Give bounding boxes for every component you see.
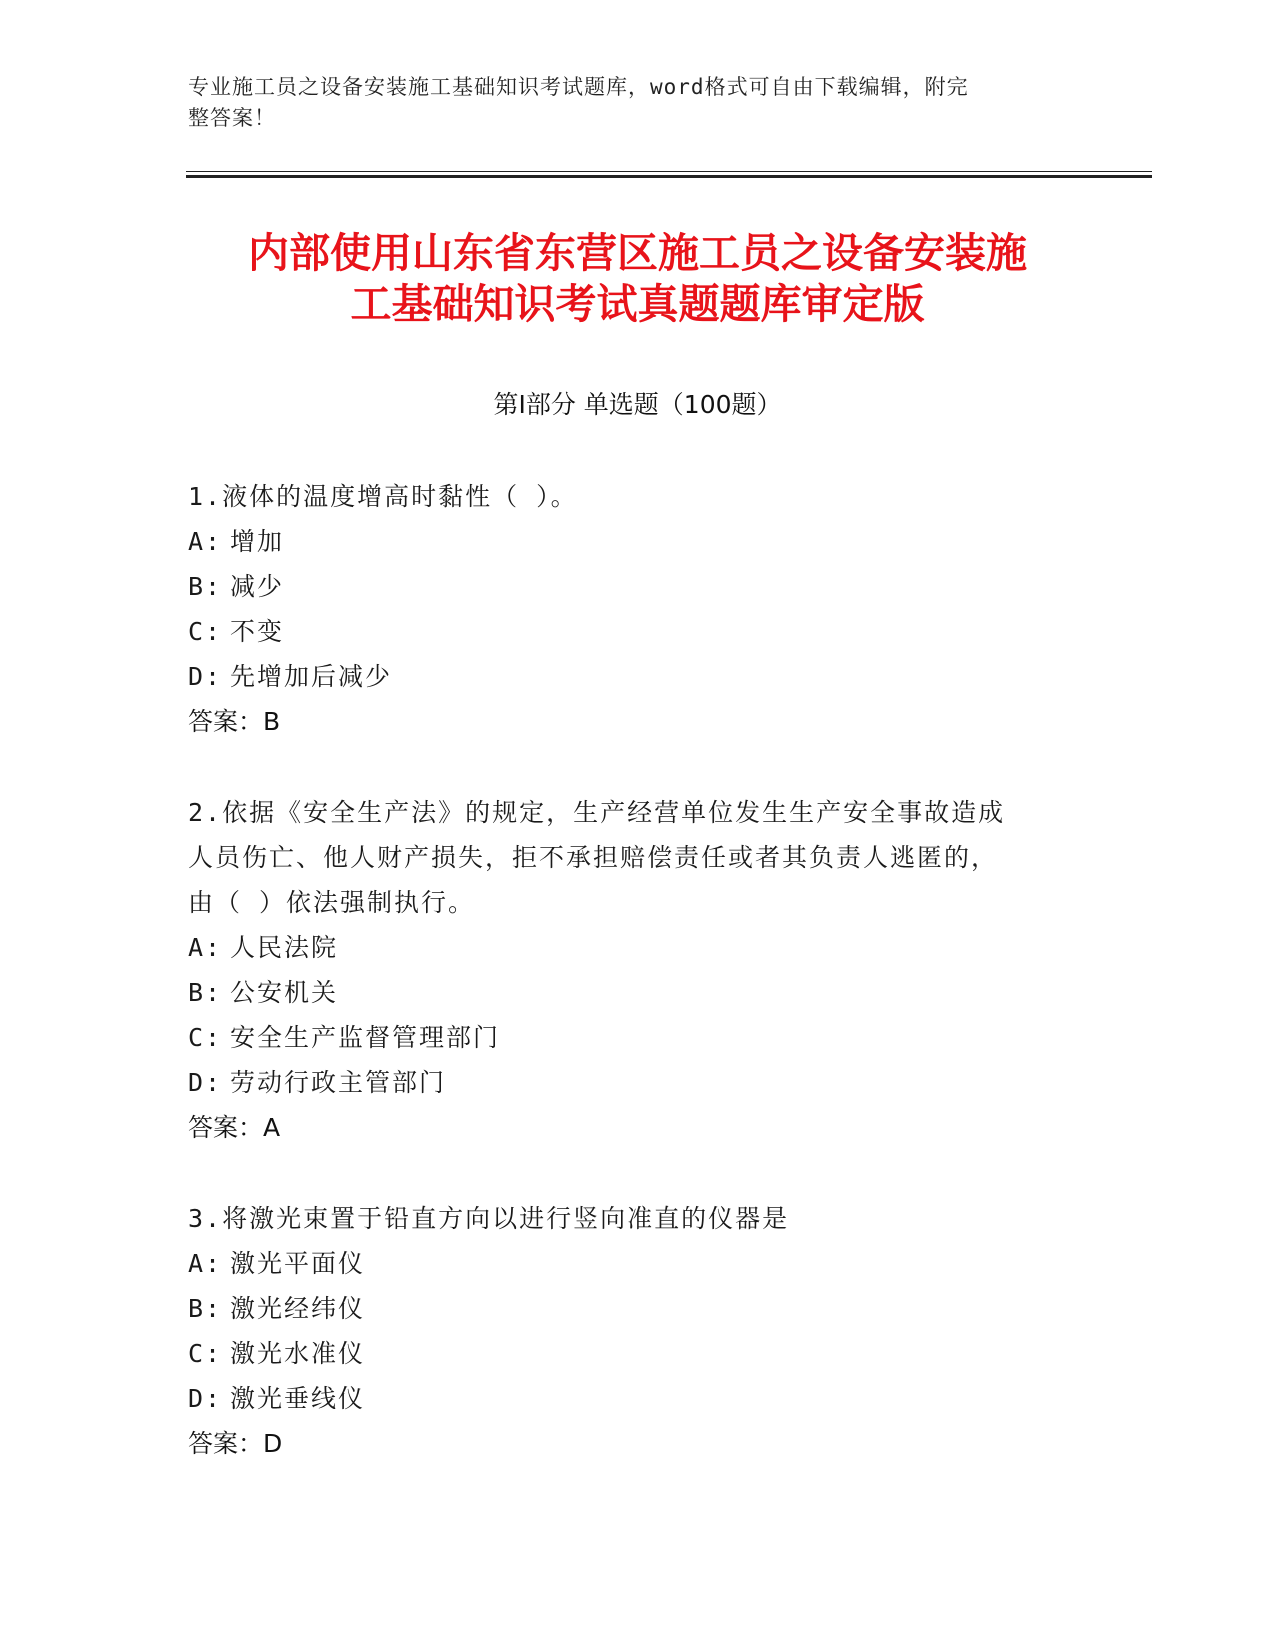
option-letter: A: bbox=[188, 1249, 223, 1278]
option-a bbox=[188, 1241, 1088, 1286]
header-note-line-2: 整答案！ bbox=[188, 106, 276, 130]
option-text: 激光平面仪 bbox=[230, 1249, 366, 1278]
option-letter: D: bbox=[188, 1384, 223, 1413]
question-3 bbox=[188, 1196, 1088, 1466]
option-text: 激光水准仪 bbox=[230, 1339, 366, 1368]
option-d bbox=[188, 654, 1088, 699]
option-letter: D: bbox=[188, 662, 223, 691]
option-text: 不变 bbox=[230, 617, 285, 646]
option-b bbox=[188, 970, 1088, 1015]
option-d bbox=[188, 1376, 1088, 1421]
option-letter: B: bbox=[188, 572, 223, 601]
question-stem-line-1: 2.依据《安全生产法》的规定，生产经营单位发生生产安全事故造成 bbox=[188, 798, 1006, 827]
option-text: 减少 bbox=[230, 572, 285, 601]
option-letter: C: bbox=[188, 1339, 223, 1368]
option-b bbox=[188, 564, 1088, 609]
option-letter: A: bbox=[188, 527, 223, 556]
option-text: 激光垂线仪 bbox=[230, 1384, 366, 1413]
question-2 bbox=[188, 790, 1088, 1150]
option-c bbox=[188, 1015, 1088, 1060]
option-a bbox=[188, 925, 1088, 970]
question-1 bbox=[188, 474, 1088, 744]
header-note-line-1: 专业施工员之设备安装施工基础知识考试题库，word格式可自由下载编辑，附完 bbox=[188, 75, 969, 99]
document-title-line-2: 工基础知识考试真题题库审定版 bbox=[350, 280, 925, 328]
option-text: 安全生产监督管理部门 bbox=[230, 1023, 501, 1052]
answer-line: 答案：D bbox=[188, 1429, 283, 1458]
option-text: 激光经纬仪 bbox=[230, 1294, 366, 1323]
option-text: 人民法院 bbox=[230, 933, 339, 962]
option-text: 公安机关 bbox=[230, 978, 339, 1007]
header-note bbox=[188, 72, 1088, 134]
question-stem: 3.将激光束置于铅直方向以进行竖向准直的仪器是 bbox=[188, 1204, 790, 1233]
question-stem-line-2: 人员伤亡、他人财产损失，拒不承担赔偿责任或者其负责人逃匿的， bbox=[188, 843, 999, 872]
option-d bbox=[188, 1060, 1088, 1105]
document-title-line-1: 内部使用山东省东营区施工员之设备安装施 bbox=[248, 229, 1027, 277]
header-rule-thin bbox=[186, 171, 1152, 172]
option-letter: B: bbox=[188, 1294, 223, 1323]
question-stem-line-3: 由（ ）依法强制执行。 bbox=[188, 888, 476, 917]
option-a bbox=[188, 519, 1088, 564]
option-text: 先增加后减少 bbox=[230, 662, 393, 691]
question-list bbox=[188, 474, 1088, 1512]
answer-line: 答案：A bbox=[188, 1113, 281, 1142]
question-stem: 1.液体的温度增高时黏性（ ）。 bbox=[188, 482, 578, 511]
section-heading: 第Ⅰ部分 单选题（100题） bbox=[493, 390, 782, 419]
option-letter: A: bbox=[188, 933, 223, 962]
option-letter: D: bbox=[188, 1068, 223, 1097]
option-b bbox=[188, 1286, 1088, 1331]
option-letter: C: bbox=[188, 1023, 223, 1052]
option-c bbox=[188, 609, 1088, 654]
document-title bbox=[120, 228, 1155, 330]
option-letter: C: bbox=[188, 617, 223, 646]
option-text: 劳动行政主管部门 bbox=[230, 1068, 447, 1097]
option-letter: B: bbox=[188, 978, 223, 1007]
header-rule-thick bbox=[186, 175, 1152, 178]
answer-line: 答案：B bbox=[188, 707, 281, 736]
option-text: 增加 bbox=[230, 527, 285, 556]
option-c bbox=[188, 1331, 1088, 1376]
